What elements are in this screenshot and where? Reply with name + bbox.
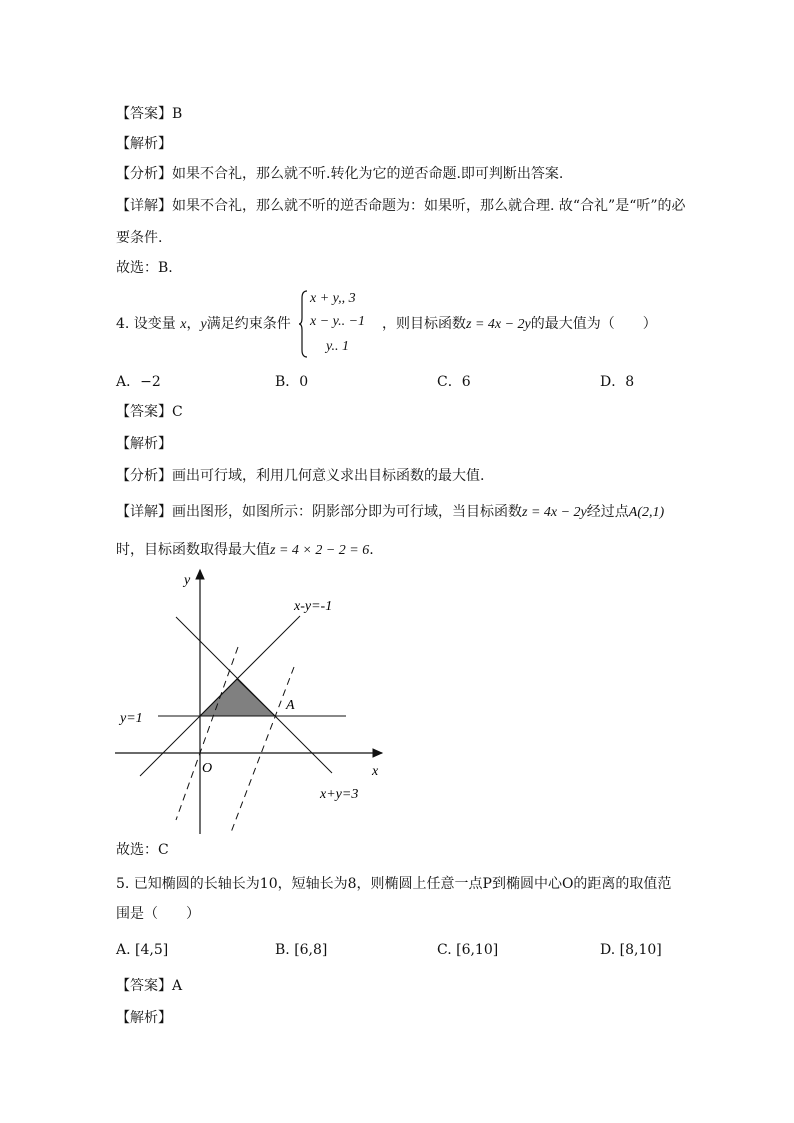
system-brace xyxy=(298,290,308,358)
analysis-fenxi-q4: 【分析】画出可行域，利用几何意义求出目标函数的最大值. xyxy=(116,468,485,484)
q4-option-a: A．−2 xyxy=(116,374,161,390)
question-5-stem-line1: 5. 已知椭圆的长轴长为10，短轴长为8，则椭圆上任意一点P到椭圆中心O的距离的取值范 xyxy=(116,876,672,892)
q4-middle: ，则目标函数 xyxy=(382,316,466,332)
q5-option-d: D. [8,10] xyxy=(600,942,662,958)
label-x-axis: x xyxy=(372,764,379,779)
analysis-heading-q5: 【解析】 xyxy=(116,1010,172,1026)
answer-line-q5: 【答案】A xyxy=(116,978,183,994)
analysis-heading-q4: 【解析】 xyxy=(116,436,172,452)
analysis-detail-q3-line2: 要条件. xyxy=(116,230,163,246)
label-line-x-plus-y: x+y=3 xyxy=(320,787,359,802)
q4-detail-text: 【详解】画出图形，如图所示：阴影部分即为可行域，当目标函数 xyxy=(116,504,522,520)
label-line-y-equals-1: y=1 xyxy=(120,711,143,726)
q4-comma: ， xyxy=(186,316,201,332)
q4-var-x: x xyxy=(180,317,187,332)
q4-objective: z = 4x − 2y xyxy=(466,317,531,332)
analysis-heading-q3: 【解析】 xyxy=(116,136,172,152)
feasible-region-figure xyxy=(110,562,400,842)
answer-line-q4: 【答案】C xyxy=(116,404,183,420)
analysis-detail-q3-line1: 【详解】如果不合礼，那么就不听的逆否命题为：如果听，那么就合理. 故“合礼”是“听”的必 xyxy=(116,198,686,214)
label-point-a: A xyxy=(286,698,295,713)
q4-suffix: 的最大值为（ ） xyxy=(530,316,657,332)
q4-option-d: D．8 xyxy=(600,374,635,390)
q4-option-b: B．0 xyxy=(275,374,309,390)
label-origin: O xyxy=(202,761,213,776)
q4-detail-point: A(2,1) xyxy=(628,505,665,520)
feasible-region xyxy=(200,679,275,716)
constraint-1: x + y,, 3 xyxy=(310,291,356,306)
q5-option-c: C. [6,10] xyxy=(437,942,499,958)
q4-var-y: y xyxy=(200,317,207,332)
q5-option-b: B. [6,8] xyxy=(275,942,328,958)
constraint-2: x − y.. −1 xyxy=(310,314,366,329)
analysis-detail-q4-line2 xyxy=(116,540,374,561)
q4-prefix: 4. 设变量 xyxy=(116,316,176,332)
label-y-axis: y xyxy=(184,573,191,588)
label-line-x-minus-y: x-y=-1 xyxy=(294,599,333,614)
analysis-detail-q4-line1 xyxy=(116,502,664,523)
choose-line-q3: 故选：B. xyxy=(116,260,173,276)
constraint-3: y.. 1 xyxy=(326,339,349,354)
question-5-stem-line2: 围是（ ） xyxy=(116,906,200,922)
line-x-plus-y xyxy=(176,617,332,773)
q4-cond: 满足约束条件 xyxy=(206,316,291,332)
choose-line-q4: 故选：C xyxy=(116,842,169,858)
question-4-stem xyxy=(116,314,291,335)
q4-detail-value: z = 4 × 2 − 2 = 6 xyxy=(270,543,370,558)
q4-detail-objective: z = 4x − 2y xyxy=(522,505,587,520)
answer-line-q3: 【答案】B xyxy=(116,106,183,122)
q5-option-a: A. [4,5] xyxy=(116,942,169,958)
analysis-fenxi-q3: 【分析】如果不合礼，那么就不听.转化为它的逆否命题.即可判断出答案. xyxy=(116,166,564,182)
objective-line-1 xyxy=(176,647,238,820)
question-4-stem-tail xyxy=(382,314,657,335)
q4-detail-text2: 时，目标函数取得最大值 xyxy=(116,542,270,558)
q4-detail-pass: 经过点 xyxy=(586,504,629,520)
q4-option-c: C．6 xyxy=(437,374,471,390)
q4-detail-end: . xyxy=(369,542,374,558)
